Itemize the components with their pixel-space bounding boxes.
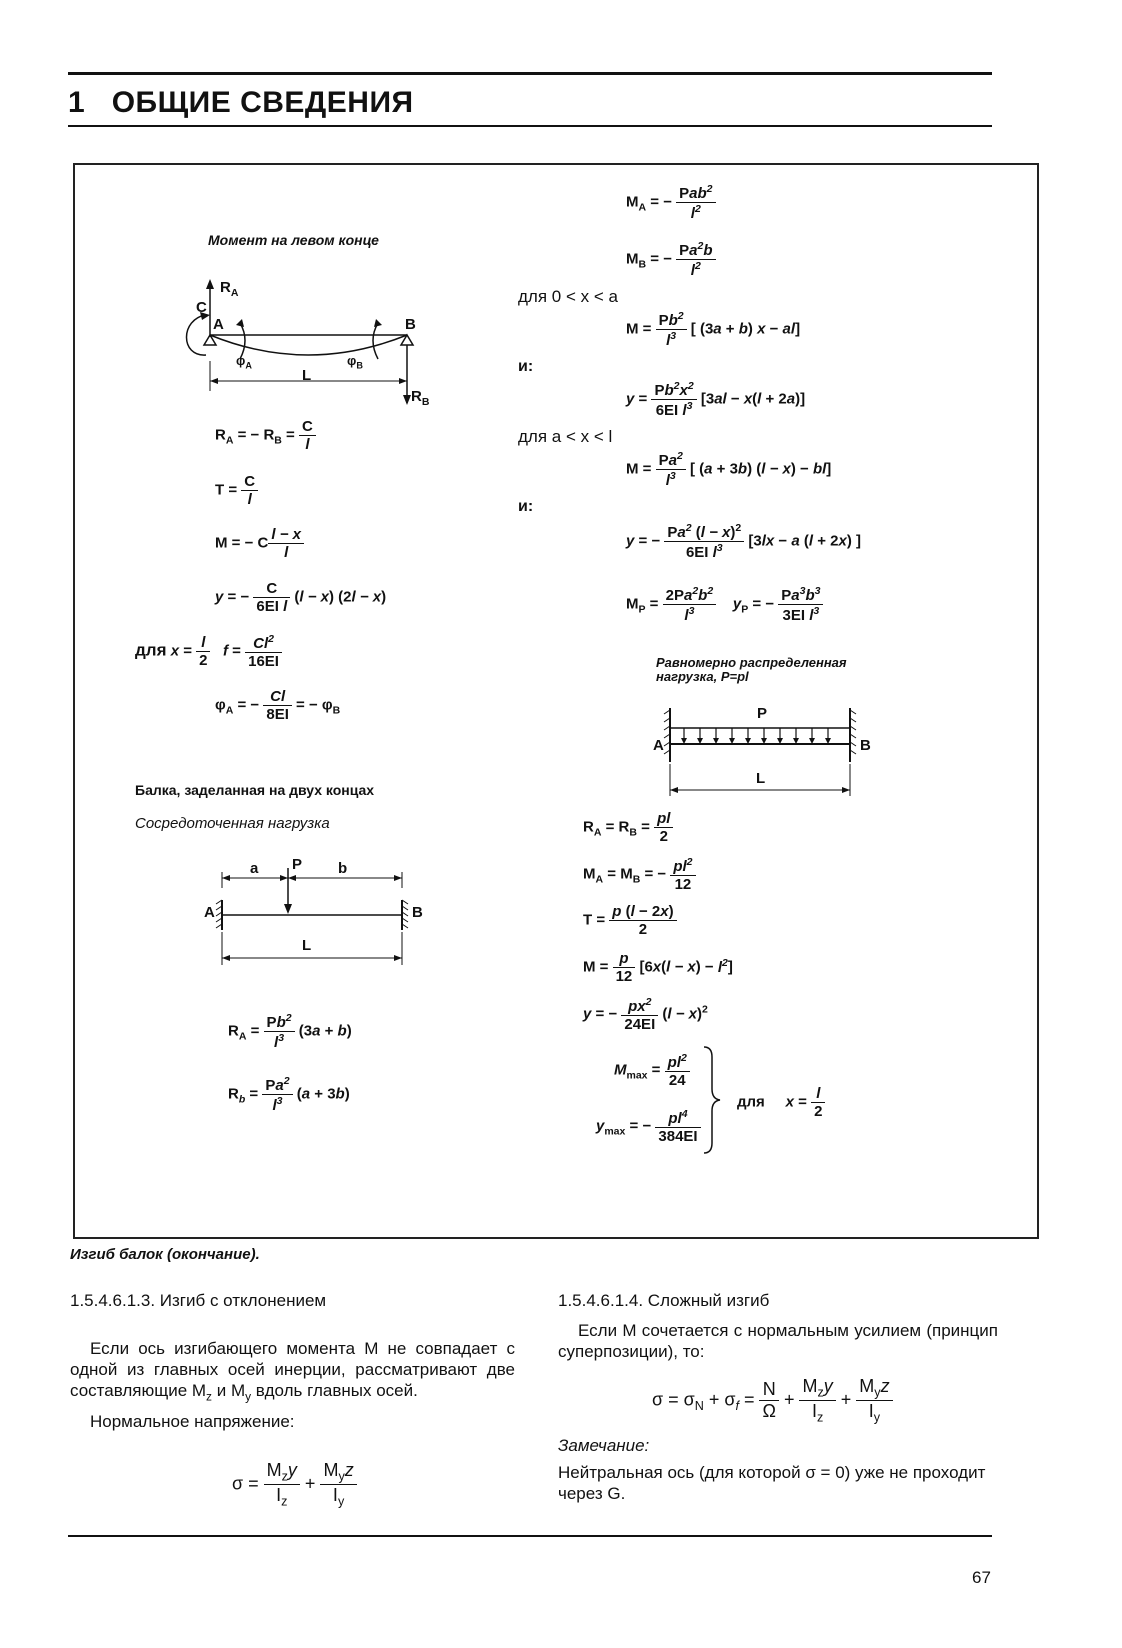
label-c: C	[196, 299, 207, 316]
title-rule	[68, 125, 992, 127]
formula-m-range1: M = $\frac{Pb^2}{l^3}$ [ (3a + b) x − al]	[626, 310, 801, 350]
formula-t-uniform: T = $\frac{p (l - 2x)}{2}$	[583, 903, 677, 939]
formula-y-range1: y = $\frac{Pb^2x^2}{6EI l^3}$ [3al − x(l + 2a)]	[626, 380, 806, 420]
formula-y-uniform: y = − $\frac{px^2}{24EI}$ $(l - x)^2$	[583, 996, 708, 1034]
formula-y: y = − $\frac{C}{\text{6EI l}}$ (l − x) (2l − x)	[215, 580, 387, 616]
beam-moment-diagram	[170, 275, 440, 410]
label-a: A	[213, 316, 224, 333]
section-1-paragraph: Если ось изгибающего момента M не совпадает с одной из главных осей инерции, рассматривают две составляющие $M_z$ и $M_y$ вдоль главных осей.	[70, 1339, 515, 1404]
label-ra: $R_A$	[220, 279, 239, 299]
label-l: L	[302, 367, 312, 384]
formula-m-range2: M = $\frac{Pa^2}{l^3}$ [ (a + 3b) (l − x) − bl]	[626, 450, 832, 490]
section-1-heading: 1.5.4.6.1.3. Изгиб с отклонением	[70, 1291, 327, 1310]
uniform-load-title: Равномерно распределенная нагрузка, P=pl	[656, 655, 847, 684]
label-b: B	[405, 316, 416, 333]
formula-ra-rb-uniform: $R_A = R_B$ = $\frac{pl}{2}$	[583, 810, 673, 846]
concentrated-load-title: Сосредоточенная нагрузка	[135, 815, 330, 832]
formula-t: T = $\frac{C}{l}$	[215, 473, 258, 509]
formula-phi: $\varphi_A$ = − $\frac{Cl}{8EI}$ = − $\varphi_B$	[215, 688, 341, 724]
label-l3: L	[756, 770, 766, 787]
note-title: Замечание:	[558, 1436, 650, 1455]
label-b3: B	[860, 737, 871, 754]
label-p3: P	[757, 705, 768, 722]
section-2-heading: 1.5.4.6.1.4. Сложный изгиб	[558, 1291, 770, 1310]
label-a-support: A	[204, 904, 215, 921]
label-a-dist: a	[250, 860, 259, 877]
normal-stress-label: Нормальное напряжение:	[90, 1412, 295, 1431]
formula-sigma-1: σ = $\frac{M_zy}{I_z}$ + $\frac{M_yz}{I_y}$	[232, 1460, 357, 1509]
formula-ymax: $y_{max}$ = − $\frac{pl^4}{384EI}$	[596, 1108, 701, 1146]
section-2-paragraph: Если M сочетается с нормальным усилием (принцип суперпозиции), то:	[558, 1321, 998, 1361]
formula-ma-mb-uniform: $M_A = M_B$ = − $\frac{pl^2}{12}$	[583, 856, 696, 894]
formula-mb: $M_B$ = − $\frac{Pa^2b}{l^2}$	[626, 240, 716, 280]
formula-m: M = − C $\frac{l - x}{l}$	[215, 526, 304, 562]
top-rule	[68, 72, 992, 75]
label-p: P	[292, 856, 303, 873]
label-phi-a: $\varphi_A$	[236, 353, 252, 371]
and-2: и:	[518, 498, 534, 515]
label-rb: $R_B$	[411, 388, 430, 408]
formula-y-range2: y = − $\frac{Pa^2 (l - x)^2}{6EI l^3}$ [3lx − a (l + 2x) ]	[626, 522, 861, 562]
moment-title: Момент на левом конце	[208, 232, 379, 248]
formula-m-uniform: M = $\frac{p}{12}$ $[6x(l - x) - l^2]$	[583, 950, 733, 986]
figure-caption: Изгиб балок (окончание).	[70, 1246, 260, 1263]
chapter-title: 1 ОБЩИЕ СВЕДЕНИЯ	[68, 86, 414, 119]
formula-ra2: $R_A$ = $\frac{Pb^2}{l^3}$ (3a + b)	[228, 1012, 352, 1052]
range-1: для 0 < x < a	[518, 287, 618, 306]
label-phi-b: $\varphi_B$	[347, 353, 363, 371]
formula-mmax: $M_{max}$ = $\frac{pl^2}{24}$	[614, 1052, 690, 1090]
formula-for-x: для x = $\frac{l}{2}$ f = $\frac{Cl^2}{16EI}$	[135, 633, 282, 671]
and-1: и:	[518, 358, 534, 375]
range-2: для a < x < l	[518, 427, 613, 446]
formula-rb2: $R_b$ = $\frac{Pa^2}{l^3}$ (a + 3b)	[228, 1075, 350, 1115]
footer-rule	[68, 1535, 992, 1537]
fixed-beam-point-load-diagram	[200, 860, 440, 970]
formula-sigma-2: $\sigma = \sigma_N + \sigma_f$ = $\frac{N}{\Omega}$ + $\frac{M_zy}{I_z}$ + $\frac{M_yz}{I_y}$	[652, 1376, 893, 1425]
brace-icon	[700, 1045, 724, 1155]
label-b-dist: b	[338, 860, 348, 877]
label-b-support: B	[412, 904, 423, 921]
page-number: 67	[972, 1568, 991, 1587]
label-l2: L	[302, 937, 312, 954]
formula-ra: $R_A$ = − $R_B$ = $\frac{C}{l}$	[215, 418, 316, 454]
note-text: Нейтральная ось (для которой σ = 0) уже не проходит через G.	[558, 1463, 986, 1503]
formula-mp-yp: $M_P$ = $\frac{2Pa^2b^2}{l^3}$ $y_P$ = − $\frac{Pa^3b^3}{3EI l^3}$	[626, 585, 823, 625]
formula-for-half: для x = $\frac{l}{2}$	[737, 1085, 825, 1121]
formula-ma: $M_A$ = − $\frac{Pab^2}{l^2}$	[626, 183, 716, 223]
label-a3: A	[653, 737, 664, 754]
fixed-beam-title: Балка, заделанная на двух концах	[135, 782, 375, 798]
